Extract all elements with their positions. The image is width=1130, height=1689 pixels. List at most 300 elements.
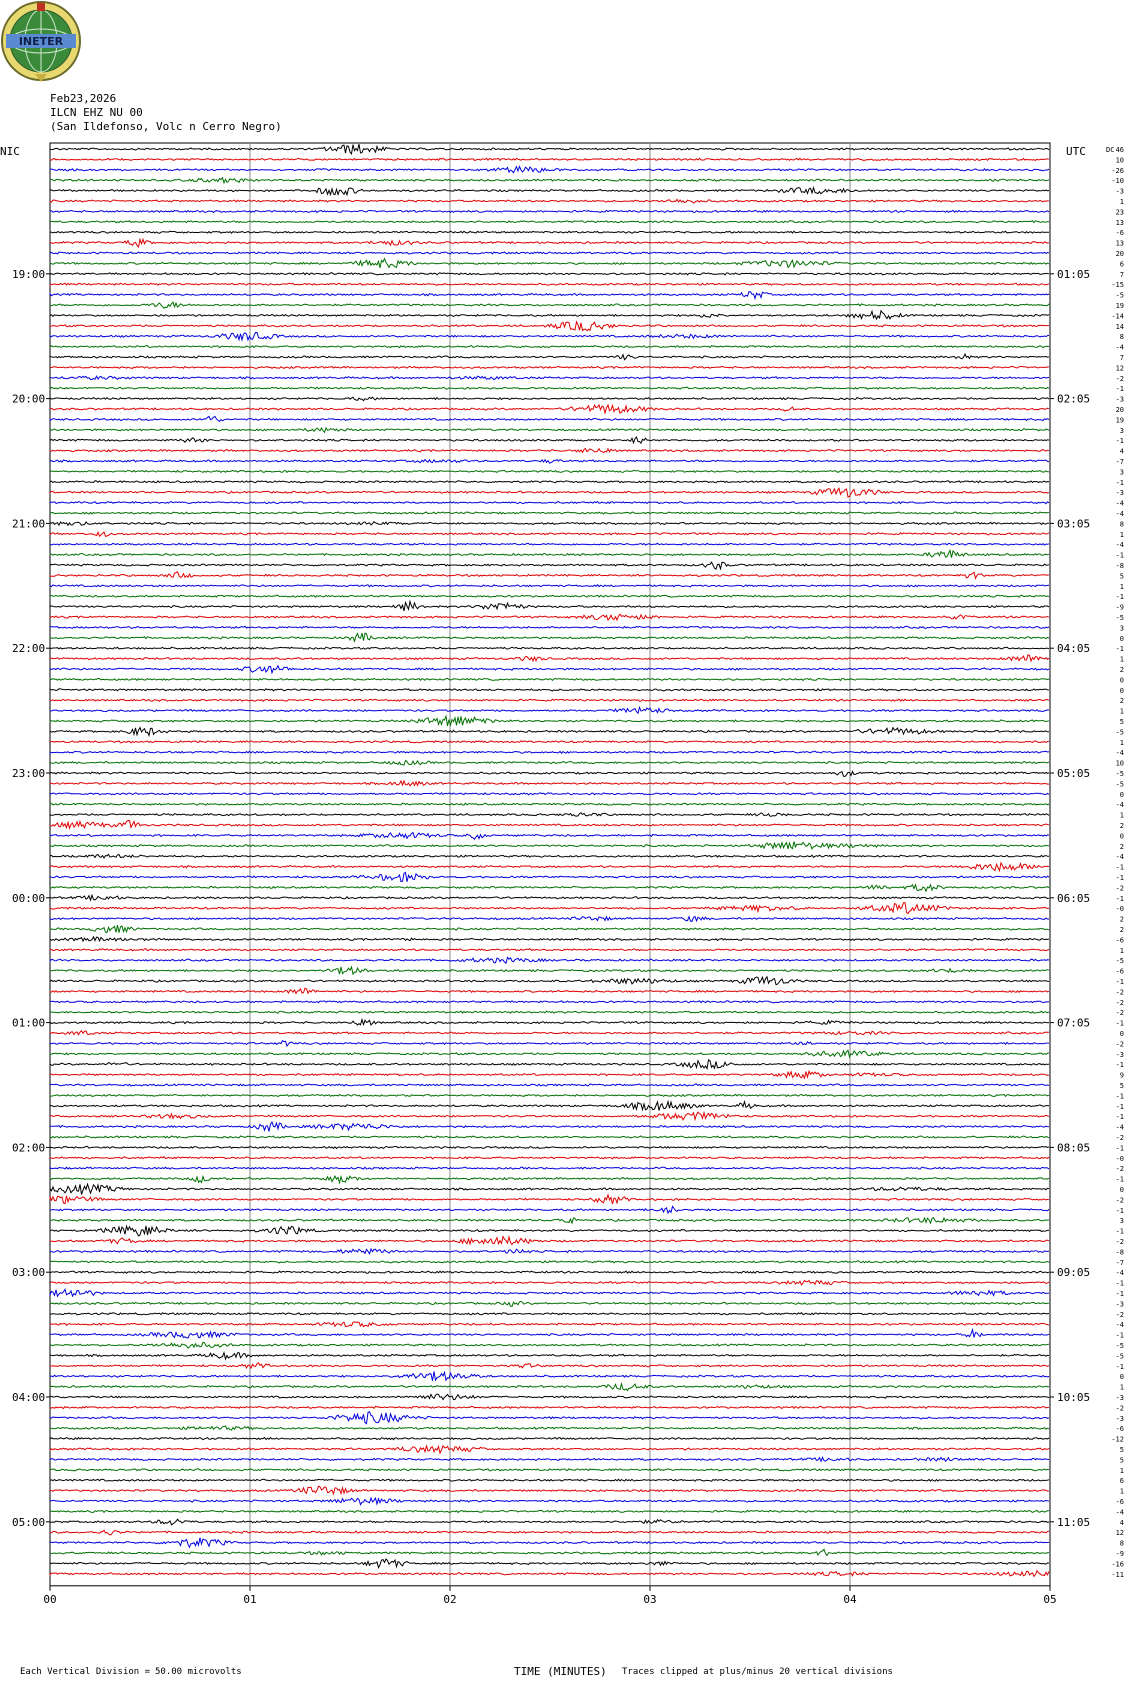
dc-offset-label: 3 [1119, 426, 1124, 435]
dc-offset-label: 4 [1119, 447, 1124, 456]
x-tick-label: 05 [1043, 1592, 1057, 1606]
seismic-trace [50, 1372, 1049, 1381]
dc-offset-label: -2 [1115, 998, 1124, 1007]
dc-offset-label: 0 [1119, 1186, 1124, 1194]
seismic-trace [50, 1510, 1049, 1512]
seismic-trace [50, 1226, 1049, 1236]
footer-scale-value: 50.00 microvolts [155, 1667, 242, 1677]
dc-offset-label: -3 [1115, 395, 1124, 404]
seismic-trace [50, 1289, 1049, 1296]
seismic-trace [50, 199, 1049, 203]
right-time-label: 06:05 [1057, 891, 1091, 905]
dc-offset-label: -4 [1115, 853, 1124, 862]
seismic-trace [50, 1102, 1049, 1111]
dc-offset-label: -12 [1111, 1435, 1124, 1444]
seismic-trace [50, 678, 1049, 680]
dc-offset-label: -2 [1115, 1009, 1124, 1018]
dc-offset-label: -3 [1115, 1300, 1124, 1309]
dc-offset-label: 5 [1119, 1456, 1124, 1465]
seismic-trace [50, 1071, 1049, 1078]
seismic-trace [50, 1237, 1049, 1245]
dc-offset-label: -2 [1115, 374, 1124, 383]
seismic-trace [50, 903, 1049, 914]
dc-offset-label: -4 [1115, 1321, 1124, 1330]
dc-offset-label: -5 [1115, 1342, 1124, 1350]
dc-offset-label: -1 [1115, 1227, 1124, 1236]
seismic-trace [50, 512, 1049, 514]
seismic-trace [50, 259, 1049, 268]
dc-offset-label: -11 [1111, 1570, 1124, 1579]
seismic-trace [50, 481, 1049, 483]
seismic-trace [50, 771, 1049, 776]
seismic-trace [50, 842, 1049, 849]
seismic-trace [50, 1206, 1049, 1213]
plot-frame [50, 143, 1050, 1586]
dc-offset-label: -6 [1115, 229, 1124, 238]
right-time-label: 07:05 [1057, 1016, 1091, 1030]
seismic-trace [50, 1094, 1049, 1096]
dc-offset-label: -6 [1115, 1425, 1124, 1434]
left-time-label: 23:00 [12, 767, 46, 780]
dc-offset-label: -1 [1115, 551, 1124, 560]
left-time-label: 22:00 [12, 642, 46, 656]
header-date: Feb23,2026 [50, 92, 117, 105]
dc-offset-label: -3 [1115, 1050, 1124, 1059]
dc-offset-label: 5 [1119, 1082, 1124, 1090]
dc-offset-label: -8 [1115, 1248, 1124, 1257]
seismic-trace [50, 821, 1049, 829]
dc-offset-label: -3 [1115, 1394, 1124, 1402]
seismic-trace [50, 1136, 1049, 1138]
seismic-trace [50, 1195, 1049, 1204]
dc-offset-label: -1 [1115, 978, 1124, 986]
seismic-trace [50, 1457, 1049, 1461]
x-tick-label: 04 [843, 1592, 857, 1606]
dc-offset-label: -1 [1115, 863, 1124, 872]
dc-offset-label: -7 [1115, 458, 1124, 466]
dc-offset-label: -15 [1111, 281, 1124, 290]
seismic-trace [50, 366, 1049, 368]
right-time-label: 09:05 [1057, 1266, 1091, 1280]
dc-offset-label: 19 [1115, 302, 1124, 310]
seismic-trace [50, 416, 1049, 421]
dc-offset-label: 6 [1119, 1477, 1124, 1486]
seismic-trace [50, 1469, 1049, 1471]
seismic-trace [50, 977, 1049, 985]
right-time-label: 11:05 [1057, 1515, 1091, 1529]
seismic-trace [50, 231, 1049, 233]
seismic-trace [50, 751, 1049, 753]
seismic-trace [50, 863, 1049, 871]
dc-offset-label: -5 [1115, 291, 1124, 300]
dc-offset-label: -1 [1115, 1175, 1124, 1184]
seismic-trace [50, 1486, 1049, 1494]
seismic-trace [50, 1112, 1049, 1120]
seismic-trace [50, 1330, 1049, 1338]
left-time-label: 03:00 [12, 1266, 46, 1280]
seismic-trace [50, 873, 1049, 882]
dc-offset-label: 1 [1119, 1383, 1124, 1392]
dc-offset-label: -1 [1115, 1331, 1124, 1340]
dc-offset-label: -1 [1115, 1362, 1124, 1371]
dc-offset-label: 10 [1115, 156, 1124, 165]
seismic-trace [50, 1031, 1049, 1035]
dc-offset-label: -1 [1115, 1061, 1124, 1070]
seismic-trace [50, 957, 1049, 963]
dc-offset-label: -4 [1115, 343, 1124, 352]
dc-offset-label: -1 [1115, 478, 1124, 487]
seismic-trace [50, 158, 1049, 160]
dc-offset-label: 9 [1119, 1071, 1124, 1080]
footer-clip-note: Traces clipped at plus/minus 20 vertical divisions [622, 1667, 893, 1677]
dc-offset-label: 7 [1119, 270, 1124, 279]
seismic-trace [50, 221, 1049, 223]
dc-offset-label: -2 [1115, 1310, 1124, 1319]
right-time-label: 10:05 [1057, 1391, 1091, 1404]
left-time-label: 19:00 [12, 267, 46, 281]
seismic-trace [50, 614, 1049, 620]
dc-offset-label: 8 [1119, 520, 1124, 529]
seismic-trace [50, 322, 1049, 331]
dc-offset-label: 8 [1119, 1539, 1124, 1548]
seismic-trace [50, 311, 1049, 319]
dc-offset-label: -1 [1115, 1279, 1124, 1288]
right-time-label: 04:05 [1057, 642, 1091, 656]
seismic-trace [50, 967, 1049, 974]
seismic-trace [50, 595, 1049, 597]
dc-offset-label: 12 [1115, 364, 1124, 373]
dc-offset-label: 1 [1119, 738, 1124, 747]
seismic-trace [50, 1001, 1049, 1003]
dc-offset-label: 2 [1119, 915, 1124, 924]
dc-offset-label: 13 [1115, 239, 1124, 248]
dc-offset-label: -3 [1115, 489, 1124, 498]
seismic-trace [50, 1249, 1049, 1254]
seismic-trace [50, 1479, 1049, 1481]
seismic-trace [50, 1342, 1049, 1348]
dc-offset-label: -1 [1115, 894, 1124, 903]
left-axis-title: NIC [0, 145, 20, 158]
seismic-trace [50, 252, 1049, 254]
dc-offset-label: 7 [1119, 354, 1124, 362]
right-time-label: 08:05 [1057, 1141, 1091, 1155]
seismic-trace [50, 949, 1049, 951]
seismic-trace [50, 1060, 1049, 1069]
seismic-trace [50, 1322, 1049, 1327]
seismic-trace [50, 854, 1049, 858]
dc-offset-label: -4 [1115, 541, 1124, 550]
dc-offset-label: -1 [1115, 1019, 1124, 1028]
dc-offset-label: -1 [1115, 1092, 1124, 1101]
dc-offset-label: -1 [1115, 1102, 1124, 1111]
dc-offset-label: 19 [1115, 416, 1124, 425]
dc-offset-label: 2 [1119, 926, 1124, 934]
dc-offset-label: 1 [1119, 198, 1124, 206]
dc-offset-label: -1 [1115, 1206, 1124, 1215]
dc-offset-label: 0 [1119, 676, 1124, 685]
seismic-trace [50, 1538, 1049, 1548]
seismic-trace [50, 1498, 1049, 1505]
seismic-trace [50, 1184, 1049, 1194]
left-time-label: 02:00 [12, 1141, 46, 1155]
dc-offset-label: 1 [1119, 946, 1124, 955]
seismic-trace [50, 1271, 1049, 1273]
dc-offset-label: -5 [1115, 957, 1124, 966]
dc-offset-label: -8 [1115, 562, 1124, 570]
seismic-trace [50, 803, 1049, 805]
seismic-trace [50, 655, 1049, 661]
dc-offset-label: 6 [1119, 260, 1124, 269]
dc-offset-label: 20 [1115, 250, 1124, 258]
dc-offset-label: 5 [1119, 572, 1124, 581]
x-tick-label: 01 [243, 1592, 257, 1606]
left-time-label: 05:00 [12, 1515, 46, 1529]
header-station: ILCN EHZ NU 00 [50, 106, 143, 119]
seismic-trace [50, 761, 1049, 766]
header-location: (San Ildefonso, Volc n Cerro Negro) [50, 120, 282, 133]
dc-offset-label: 1 [1119, 707, 1124, 716]
seismic-trace [50, 1394, 1049, 1400]
footer-scale-label: Each Vertical Division = [20, 1667, 151, 1677]
seismic-trace [50, 1261, 1049, 1263]
dc-offset-label: -26 [1111, 166, 1124, 175]
dc-offset-label: -1 [1115, 1113, 1124, 1122]
dc-offset-label: -1 [1115, 437, 1124, 446]
seismic-trace [50, 1363, 1049, 1368]
left-time-label: 00:00 [12, 891, 46, 905]
x-tick-label: 03 [643, 1592, 657, 1606]
dc-offset-label: 4 [1119, 1518, 1124, 1527]
seismic-trace [50, 741, 1049, 743]
seismic-trace [50, 885, 1049, 892]
dc-offset-label: -5 [1115, 1352, 1124, 1361]
dc-offset-label: 3 [1119, 624, 1124, 633]
dc-offset-label: 12 [1115, 1529, 1124, 1538]
dc-offset-label: 23 [1115, 208, 1124, 217]
seismic-trace [50, 1353, 1049, 1359]
dc-offset-label: -5 [1115, 728, 1124, 737]
seismic-trace [50, 1011, 1049, 1013]
seismic-trace [50, 585, 1049, 587]
dc-offset-label: -0 [1115, 905, 1124, 914]
dc-offset-label: -2 [1115, 1040, 1124, 1049]
seismic-trace [50, 689, 1049, 691]
seismic-trace [50, 292, 1049, 299]
x-tick-label: 00 [43, 1592, 57, 1606]
dc-offset-label: -4 [1115, 749, 1124, 758]
dc-offset-label: -16 [1111, 1560, 1124, 1569]
dc-offset-label: -4 [1115, 510, 1124, 518]
seismic-trace [50, 1412, 1049, 1424]
seismic-trace [50, 333, 1049, 340]
dc-offset-label: -4 [1115, 801, 1124, 810]
dc-offset-label: 0 [1119, 832, 1124, 841]
dc-offset-label: 46 [1115, 146, 1124, 154]
left-time-label: 21:00 [12, 517, 46, 531]
seismic-trace [50, 1157, 1049, 1159]
dc-offset-label: -7 [1115, 1258, 1124, 1267]
seismic-trace [50, 925, 1049, 933]
dc-offset-label: -1 [1115, 645, 1124, 654]
dc-offset-label: -2 [1115, 1238, 1124, 1246]
dc-offset-label: -2 [1115, 1134, 1124, 1142]
seismic-trace [50, 449, 1049, 453]
seismic-trace [50, 1519, 1049, 1525]
dc-offset-label: -5 [1115, 780, 1124, 789]
seismic-trace [50, 1218, 1049, 1224]
seismic-trace [50, 1406, 1049, 1408]
right-time-label: 03:05 [1057, 517, 1091, 531]
logo-text: INETER [18, 35, 64, 48]
dc-offset-label: -6 [1115, 967, 1124, 976]
dc-offset-label: -9 [1115, 1550, 1124, 1558]
seismic-trace [50, 1301, 1049, 1306]
dc-offset-label: 8 [1119, 333, 1124, 342]
seismic-trace [50, 522, 1049, 526]
seismic-trace [50, 273, 1049, 275]
seismic-trace [50, 1084, 1049, 1086]
seismic-trace [50, 917, 1049, 922]
seismic-trace [50, 1146, 1049, 1148]
seismic-trace [50, 793, 1049, 795]
seismic-trace [50, 626, 1049, 628]
dc-offset-label: 2 [1119, 822, 1124, 830]
dc-offset-label: -4 [1115, 1269, 1124, 1278]
dc-offset-label: -3 [1115, 187, 1124, 196]
dc-offset-label: 1 [1119, 655, 1124, 664]
dc-offset-label: -1 [1115, 593, 1124, 602]
left-time-label: 04:00 [12, 1391, 46, 1404]
dc-offset-label: -2 [1115, 988, 1124, 997]
seismic-trace [50, 387, 1049, 389]
seismic-trace [50, 781, 1049, 786]
dc-offset-label: 3 [1119, 468, 1124, 477]
dc-offset-label: -0 [1115, 1154, 1124, 1163]
seismic-trace [50, 502, 1049, 504]
dc-offset-label: -4 [1115, 499, 1124, 508]
dc-offset-label: -2 [1115, 884, 1124, 893]
seismic-trace [50, 1313, 1049, 1315]
dc-offset-label: -1 [1115, 385, 1124, 394]
seismic-trace [50, 302, 1049, 308]
seismic-trace [50, 550, 1049, 557]
dc-offset-label: 2 [1119, 666, 1124, 674]
seismic-trace [50, 1426, 1049, 1430]
dc-offset-label: -2 [1115, 1165, 1124, 1174]
seismic-trace [50, 346, 1049, 348]
seismic-trace [50, 647, 1049, 649]
dc-offset-label: -4 [1115, 1508, 1124, 1517]
seismic-trace [50, 437, 1049, 443]
dc-offset-label: 10 [1115, 759, 1124, 768]
seismic-trace [50, 397, 1049, 401]
seismic-trace [50, 1122, 1049, 1131]
dc-offset-label: 0 [1119, 634, 1124, 643]
seismic-trace [50, 1549, 1049, 1555]
right-axis-title: UTC [1066, 145, 1086, 158]
seismic-trace [50, 405, 1049, 413]
seismic-trace [50, 1050, 1049, 1057]
seismic-trace [50, 1384, 1049, 1391]
seismic-trace [50, 1571, 1049, 1577]
seismic-trace [50, 937, 1049, 941]
seismic-trace [50, 488, 1049, 497]
dc-offset-label: 2 [1119, 697, 1124, 706]
seismic-trace [50, 562, 1049, 569]
seismic-trace [50, 633, 1049, 641]
left-time-label: 20:00 [12, 392, 46, 406]
seismic-trace [50, 895, 1049, 900]
seismic-trace [50, 460, 1049, 464]
right-time-label: 01:05 [1057, 267, 1091, 281]
right-time-label: 05:05 [1057, 767, 1091, 780]
dc-offset-label: -5 [1115, 614, 1124, 622]
dc-offset-label: 1 [1119, 1487, 1124, 1496]
seismic-trace [50, 1530, 1049, 1535]
seismic-trace [50, 1041, 1049, 1046]
dc-offset-label: -10 [1111, 177, 1124, 186]
seismic-trace [50, 572, 1049, 579]
dc-offset-label: 1 [1119, 1466, 1124, 1475]
dc-offset-label: 0 [1119, 1373, 1124, 1382]
seismic-trace [50, 813, 1049, 816]
dc-offset-label: -3 [1115, 1414, 1124, 1423]
seismic-trace [50, 239, 1049, 247]
seismic-trace [50, 167, 1049, 173]
seismic-trace [50, 144, 1049, 154]
x-tick-label: 02 [443, 1592, 457, 1606]
dc-offset-label: 1 [1119, 530, 1124, 539]
seismic-trace [50, 210, 1049, 212]
dc-offset-label: 5 [1119, 1446, 1124, 1454]
seismic-trace [50, 716, 1049, 726]
dc-offset-label: 0 [1119, 686, 1124, 695]
seismic-trace [50, 470, 1049, 472]
seismic-trace [50, 428, 1049, 432]
trace-group [50, 144, 1049, 1576]
seismic-trace [50, 283, 1049, 285]
seismic-trace [50, 666, 1049, 673]
dc-offset-label: 3 [1119, 1217, 1124, 1226]
seismic-trace [50, 833, 1049, 840]
seismic-trace [50, 178, 1049, 183]
seismic-trace [50, 1176, 1049, 1183]
dc-offset-label: 1 [1119, 582, 1124, 591]
dc-offset-label: -1 [1115, 874, 1124, 882]
seismic-trace [50, 707, 1049, 713]
seismic-trace [50, 1446, 1049, 1453]
dc-offset-label: 0 [1119, 1030, 1124, 1038]
dc-offset-label: 2 [1119, 842, 1124, 851]
dc-offset-label: 5 [1119, 718, 1124, 726]
dc-offset-label: -1 [1115, 1290, 1124, 1298]
dc-offset-label: -9 [1115, 603, 1124, 612]
seismic-trace [50, 1559, 1049, 1568]
seismic-trace [50, 728, 1049, 736]
seismic-trace [50, 1281, 1049, 1285]
seismic-trace [50, 354, 1049, 360]
seismic-trace [50, 699, 1049, 701]
dc-offset-label: 0 [1119, 790, 1124, 799]
dc-offset-label: -2 [1115, 1404, 1124, 1413]
seismic-trace [50, 543, 1049, 545]
dc-title: DC [1106, 146, 1115, 154]
dc-offset-label: 20 [1115, 406, 1124, 414]
seismic-trace [50, 602, 1049, 611]
right-time-label: 02:05 [1057, 392, 1091, 406]
dc-offset-label: -2 [1115, 1196, 1124, 1205]
x-axis-title: TIME (MINUTES) [514, 1665, 607, 1678]
